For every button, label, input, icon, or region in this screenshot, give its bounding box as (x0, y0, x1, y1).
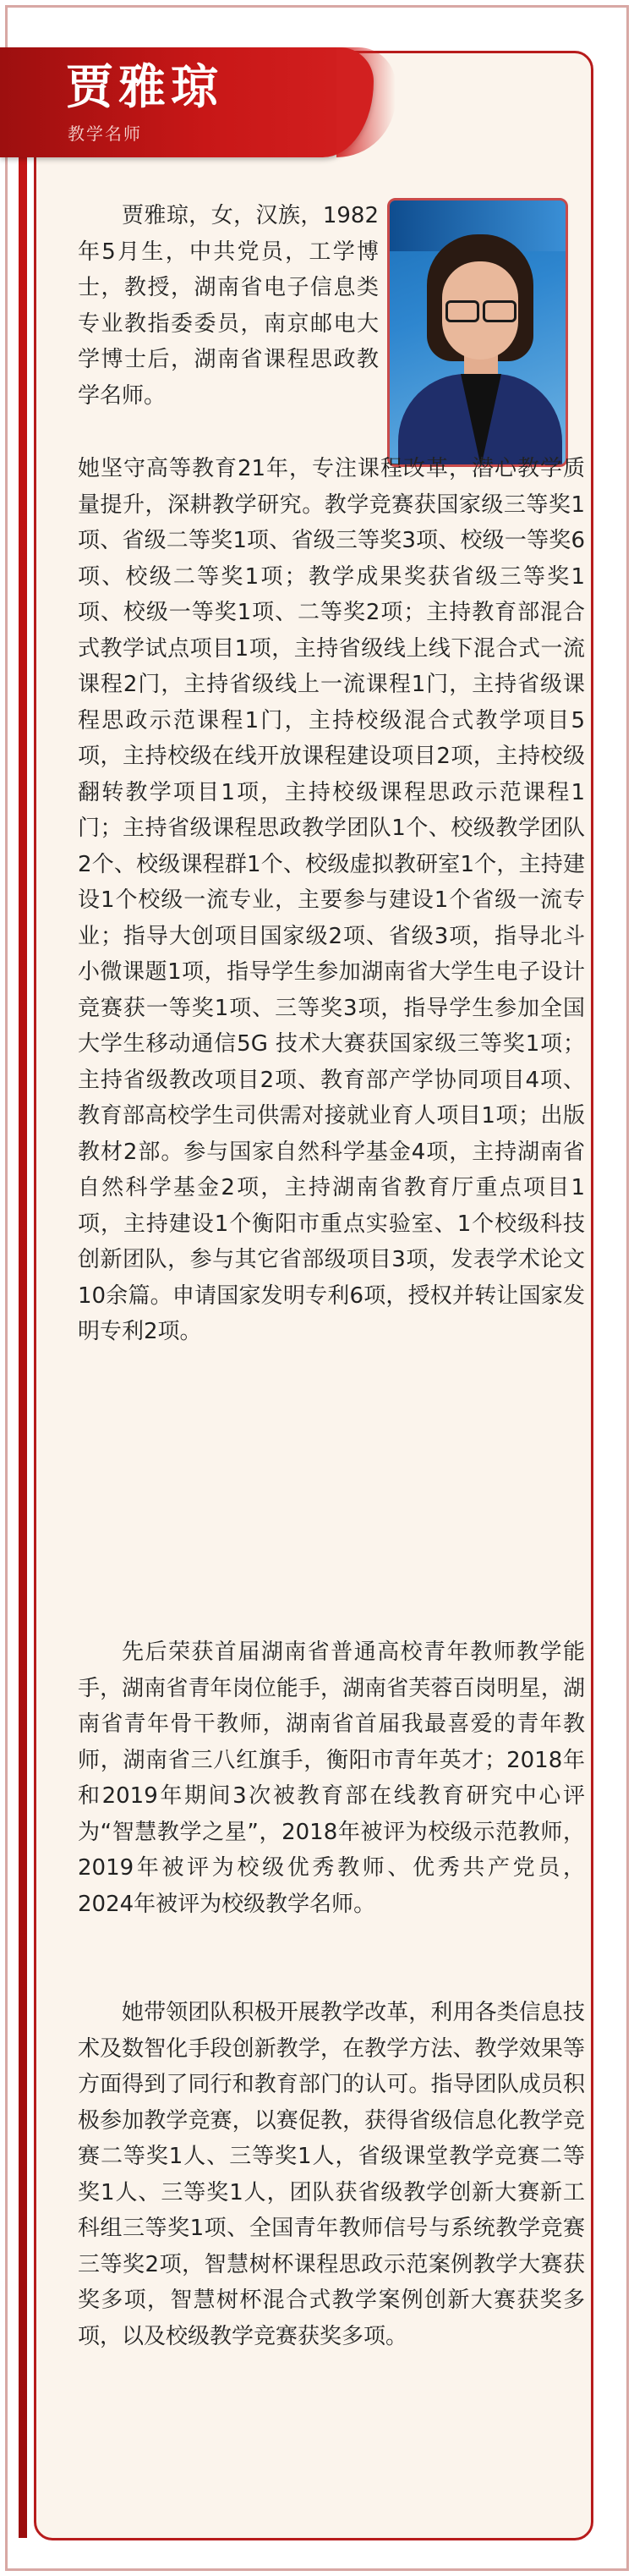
glasses-right-icon (483, 300, 516, 322)
glasses-left-icon (445, 300, 479, 322)
teacher-title: 教学名师 (68, 124, 142, 144)
bio-paragraph-teaching: 她坚守高等教育21年，专注课程改革，潜心教学质量提升，深耕教学研究。教学竞赛获国家级三等奖1项、省级二等奖1项、省级三等奖3项、校级一等奖6项、校级二等奖1项；教学成果奖获省级三等奖1项、校级一等奖1项、二等奖2项；主持教育部混合式教学试点项目1项，主持省级线上线下混合式一流课程2门，主持省级线上一流课程1门，主持省级课程思政示范课程1门，主持校级混合式教学项目5项，主持校级在线开放课程建设项目2项，主持校级翻转教学项目1项，主持校级课程思政示范课程1门；主持省级课程思政教学团队1个、校级教学团队2个、校级课程群1个、校级虚拟教研室1个，主持建设1个校级一流专业，主要参与建设1个省级一流专业；指导大创项目国家级2项、省级3项，指导北斗小微课题1项，指导学生参加湖南省大学生电子设计竞赛获一等奖1项、三等奖3项，指导学生参加全国大学生移动通信5G 技术大赛获国家级三等奖1项；主持省级教改项目2项、教育部产学协同项目4项、教育部高校学生司供需对接就业育人项目1项；出版教材2部。参与国家自然科学基金4项，主持湖南省自然科学基金2项，主持湖南省教育厅重点项目1项，主持建设1个衡阳市重点实验室、1个校级科技创新团队，参与其它省部级项目3项，发表学术论文10余篇。申请国家发明专利6项，授权并转让国家发明专利2项。 (78, 456, 585, 1344)
bio-paragraph-honors: 先后荣获首届湖南省普通高校青年教师教学能手，湖南省青年岗位能手，湖南省芙蓉百岗明星，湖南省青年骨干教师，湖南省首届我最喜爱的青年教师，湖南省三八红旗手，衡阳市青年英才；2018年和2019年期间3次被教育部在线教育研究中心评为“智慧教学之星”，2018年被评为校级示范教师，2019年被评为校级优秀教师、优秀共产党员，2024年被评为校级教学名师。 (78, 1640, 585, 1917)
teacher-name: 贾雅琼 (66, 60, 223, 115)
bio-intro: 贾雅琼，女，汉族，1982年5月生，中共党员，工学博士，教授，湖南省电子信息类专业教指委委员，南京邮电大学博士后，湖南省课程思政教学名师。 (78, 203, 379, 409)
side-stripe (19, 51, 27, 2538)
bio-paragraph-team: 她带领团队积极开展教学改革，利用各类信息技术及数智化手段创新教学，在教学方法、教学效果等方面得到了同行和教育部门的认可。指导团队成员积极参加教学竞赛，以赛促教，获得省级信息化教学竞赛二等奖1人、三等奖1人，省级课堂教学竞赛二等奖1人、三等奖1人，团队获省级教学创新大赛新工科组三等奖1项、全国青年教师信号与系统教学竞赛三等奖2项，智慧树杯课程思政示范案例教学大赛获奖多项，智慧树杯混合式教学案例创新大赛获奖多项，以及校级教学竞赛获奖多项。 (78, 2000, 585, 2349)
portrait-photo (387, 198, 568, 467)
